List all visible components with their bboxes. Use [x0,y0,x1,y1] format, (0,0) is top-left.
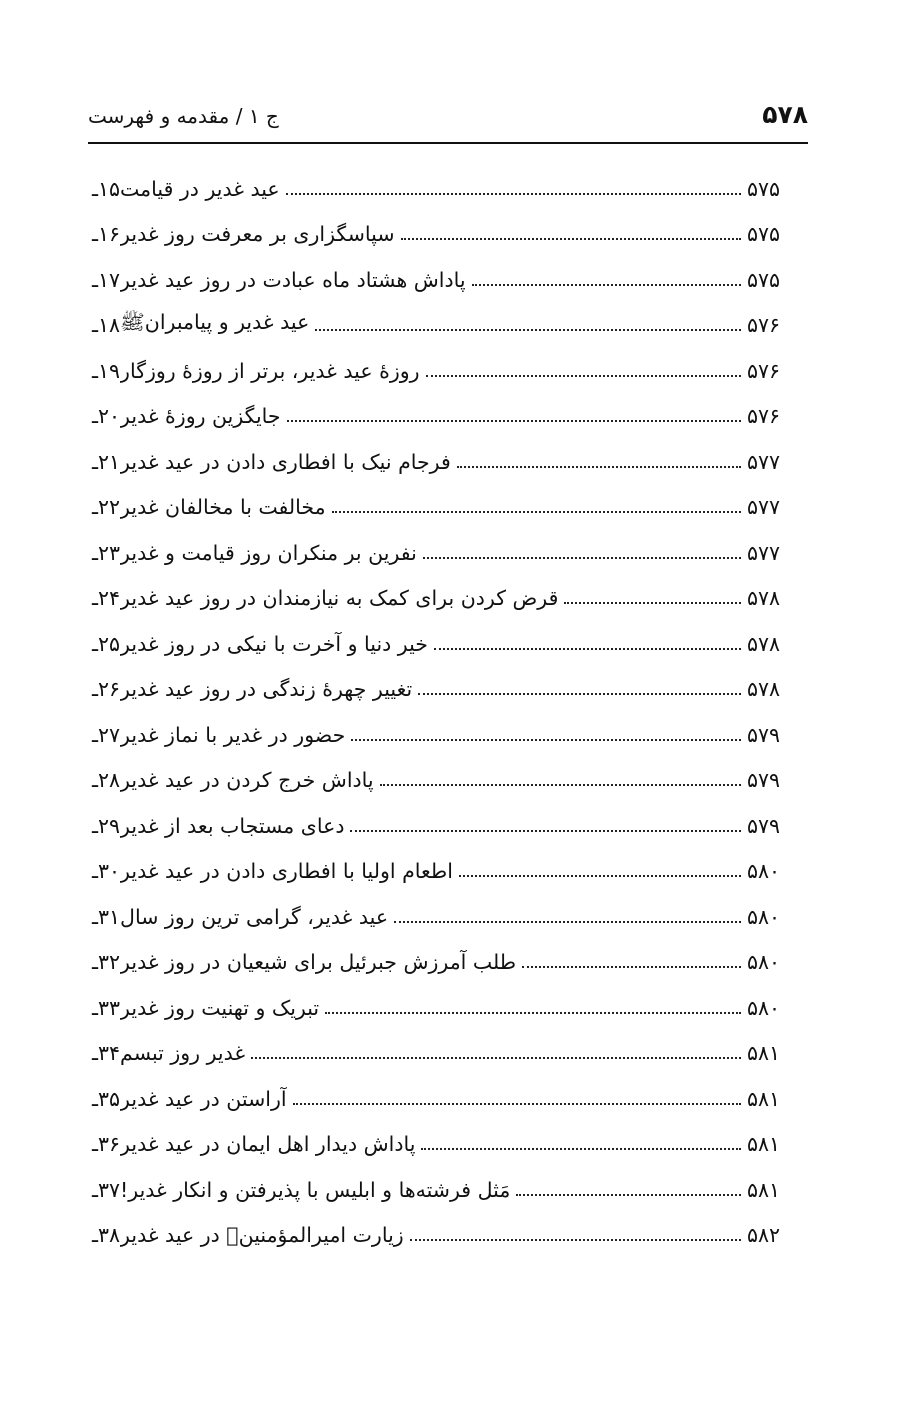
toc-entry-title: سپاسگزاری بر معرفت روز غدیر [120,222,395,247]
toc-entry-number: ۳۶ـ [92,1132,121,1157]
toc-entry-title: خیر دنیا و آخرت با نیکی در روز غدیر [120,631,428,656]
toc-entry [92,894,780,940]
toc-entry [92,212,780,258]
toc-entry [92,1076,780,1122]
toc-dot-leader [457,466,741,468]
toc-entry-number: ۳۵ـ [92,1086,121,1111]
toc-dot-leader [418,693,741,695]
toc-entry-page: ۵۷۸ [746,631,780,656]
toc-dot-leader [516,1194,741,1196]
toc-entry-number: ۱۵ـ [92,176,121,201]
table-of-contents [92,166,780,1258]
toc-dot-leader [522,966,741,968]
toc-entry [92,485,780,531]
toc-entry-title: تغییر چهرهٔ زندگی در روز عید غدیر [120,677,413,702]
toc-entry-title: عید غدیر، گرامی ترین روز سال [120,904,389,929]
toc-dot-leader [315,329,741,331]
toc-entry [92,667,780,713]
toc-entry-page: ۵۸۲ [746,1223,780,1248]
toc-entry-page: ۵۸۰ [746,950,780,975]
toc-dot-leader [459,875,741,877]
toc-entry [92,1167,780,1213]
toc-entry-title: مَثل فرشته‌ها و ابلیس با پذیرفتن و انکار غدیر! [120,1177,511,1202]
toc-entry-title: پاداش خرج کردن در عید غدیر [120,768,374,793]
toc-entry-page: ۵۸۱ [746,1041,780,1066]
toc-entry-page: ۵۷۹ [746,768,780,793]
toc-entry-number: ۳۲ـ [92,950,121,975]
toc-entry-number: ۲۵ـ [92,631,121,656]
toc-entry-title: نفرین بر منکران روز قیامت و غدیر [120,540,417,565]
toc-dot-leader [472,284,741,286]
toc-entry-title: عید غدیر و پیامبرانﷺ [120,310,310,335]
toc-entry [92,439,780,485]
toc-entry-title: اطعام اولیا با افطاری دادن در عید غدیر [120,859,453,884]
toc-entry-page: ۵۷۸ [746,586,780,611]
toc-dot-leader [287,420,741,422]
running-title: ج ۱ / مقدمه و فهرست [88,104,279,128]
toc-entry-title: غدیر روز تبسم [120,1041,246,1066]
toc-entry-number: ۲۱ـ [92,449,121,474]
toc-dot-leader [380,784,741,786]
toc-entry-number: ۱۸ـ [92,313,121,338]
toc-entry [92,530,780,576]
toc-entry-page: ۵۷۸ [746,677,780,702]
toc-entry [92,303,780,349]
toc-entry-title: پاداش دیدار اهل ایمان در عید غدیر [120,1132,416,1157]
toc-dot-leader [423,557,741,559]
toc-entry [92,576,780,622]
toc-entry-page: ۵۷۷ [746,449,780,474]
toc-entry-title: پاداش هشتاد ماه عبادت در روز عید غدیر [120,267,466,292]
toc-entry-title: قرض کردن برای کمک به نیازمندان در روز عید غدیر [120,586,559,611]
toc-entry-number: ۲۹ـ [92,813,121,838]
toc-dot-leader [421,1148,741,1150]
page-number: ۵۷۸ [762,100,808,129]
toc-entry-page: ۵۸۰ [746,859,780,884]
toc-entry-page: ۵۷۶ [746,404,780,429]
toc-dot-leader [394,921,741,923]
toc-entry-number: ۲۴ـ [92,586,121,611]
toc-entry-number: ۳۰ـ [92,859,121,884]
toc-entry [92,166,780,212]
toc-dot-leader [401,238,741,240]
toc-entry [92,803,780,849]
toc-entry-number: ۳۴ـ [92,1041,121,1066]
toc-entry-title: حضور در غدیر با نماز غدیر [120,722,346,747]
toc-dot-leader [351,739,741,741]
toc-entry-number: ۲۳ـ [92,540,121,565]
toc-dot-leader [332,511,741,513]
toc-entry-page: ۵۸۰ [746,904,780,929]
toc-entry [92,621,780,667]
toc-entry [92,1031,780,1077]
toc-entry-page: ۵۷۵ [746,267,780,292]
toc-entry-title: عید غدیر در قیامت [120,176,280,201]
toc-entry-title: تبریک و تهنیت روز غدیر [120,995,320,1020]
toc-entry-number: ۳۱ـ [92,904,121,929]
toc-entry-page: ۵۸۱ [746,1177,780,1202]
toc-entry-page: ۵۷۶ [746,313,780,338]
toc-entry [92,940,780,986]
toc-entry-number: ۲۰ـ [92,404,121,429]
toc-entry-title: جایگزین روزهٔ غدیر [120,404,281,429]
toc-dot-leader [325,1012,741,1014]
toc-entry [92,394,780,440]
toc-entry-title: مخالفت با مخالفان غدیر [120,495,326,520]
toc-entry-number: ۳۸ـ [92,1223,121,1248]
toc-entry-title: زیارت امیرالمؤمنینؑ در عید غدیر [120,1223,404,1248]
toc-entry-page: ۵۷۷ [746,540,780,565]
toc-dot-leader [251,1057,741,1059]
toc-entry [92,257,780,303]
toc-entry-title: روزهٔ عید غدیر، برتر از روزهٔ روزگار [120,358,420,383]
toc-entry-number: ۳۳ـ [92,995,121,1020]
toc-entry-number: ۲۲ـ [92,495,121,520]
toc-entry [92,712,780,758]
toc-entry [92,849,780,895]
toc-entry-number: ۱۹ـ [92,358,121,383]
toc-dot-leader [350,830,741,832]
toc-dot-leader [426,375,741,377]
toc-entry-title: طلب آمرزش جبرئیل برای شیعیان در روز غدیر [120,950,517,975]
toc-entry-page: ۵۸۱ [746,1086,780,1111]
toc-entry-page: ۵۷۹ [746,722,780,747]
toc-entry-number: ۱۶ـ [92,222,121,247]
toc-entry [92,1213,780,1259]
toc-entry-page: ۵۸۰ [746,995,780,1020]
toc-entry-title: دعای مستجاب بعد از غدیر [120,813,345,838]
toc-dot-leader [286,193,741,195]
toc-dot-leader [434,648,741,650]
toc-entry-page: ۵۷۵ [746,176,780,201]
toc-entry-page: ۵۷۵ [746,222,780,247]
toc-entry-number: ۲۷ـ [92,722,121,747]
toc-entry-title: فرجام نیک با افطاری دادن در عید غدیر [120,449,451,474]
toc-entry [92,985,780,1031]
toc-dot-leader [410,1239,741,1241]
toc-entry-page: ۵۷۷ [746,495,780,520]
toc-entry-number: ۱۷ـ [92,267,121,292]
toc-dot-leader [293,1103,741,1105]
toc-entry-number: ۳۷ـ [92,1177,121,1202]
toc-entry [92,1122,780,1168]
toc-entry [92,348,780,394]
toc-entry-title: آراستن در عید غدیر [120,1086,287,1111]
toc-entry [92,758,780,804]
toc-entry-page: ۵۸۱ [746,1132,780,1157]
toc-entry-number: ۲۶ـ [92,677,121,702]
toc-entry-page: ۵۷۹ [746,813,780,838]
toc-entry-number: ۲۸ـ [92,768,121,793]
page-header [88,96,808,144]
toc-dot-leader [564,602,741,604]
toc-entry-page: ۵۷۶ [746,358,780,383]
